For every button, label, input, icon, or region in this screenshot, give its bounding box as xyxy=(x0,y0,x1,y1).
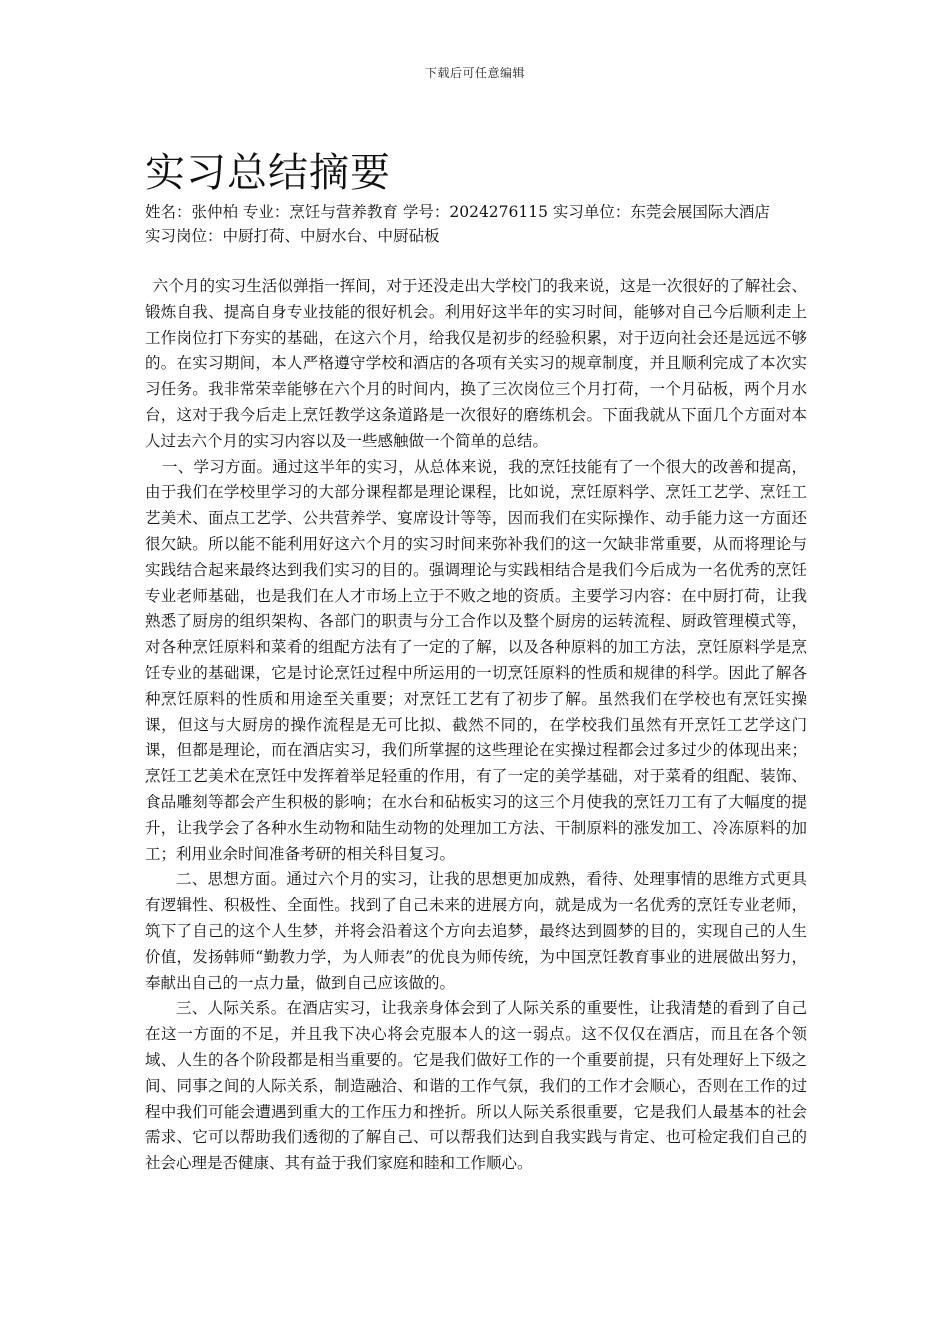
paragraph-thought: 二、思想方面。通过六个月的实习，让我的思想更加成熟，看待、处理事情的思维方式更具有逻辑性、积极性、全面性。找到了自己未来的进展方向，就是成为一名优秀的烹饪专业老师，筑下了自己的这个人生梦，并将会沿着这个方向去追梦，最终达到圆梦的目的，实现自己的人生价值，发扬韩师“勤教力学，为人师表”的优良为师传统，为中国烹饪教育事业的进展做出努力，奉献出自己的一点力量，做到自己应该做的。 xyxy=(145,870,807,992)
meta-line-positions: 实习岗位：中厨打荷、中厨水台、中厨砧板 xyxy=(145,227,440,245)
paragraph-study: 一、学习方面。通过这半年的实习，从总体来说，我的烹饪技能有了一个很大的改善和提高，由于我们在学校里学习的大部分课程都是理论课程，比如说，烹饪原料学、烹饪工艺学、烹饪工艺美术、面点工艺学、公共营养学、宴席设计等等，因而我们在实际操作、动手能力这一方面还很欠缺。所以能不能利用好这六个月的实习时间来弥补我们的这一欠缺非常重要，从而将理论与实践结合起来最终达到我们实习的目的。强调理论与实践相结合是我们今后成为一名优秀的烹饪专业老师基础，也是我们在人才市场上立于不败之地的资质。主要学习内容：在中厨打荷，让我熟悉了厨房的组织架构、各部门的职责与分工合作以及整个厨房的运转流程、厨政管理模式等，对各种烹饪原料和菜肴的组配方法有了一定的了解，以及各种原料的加工方法，烹饪原料学是烹饪专业的基础课，它是讨论烹饪过程中所运用的一切烹饪原料的性质和规律的科学。因此了解各种烹饪原料的性质和用途至关重要；对烹饪工艺有了初步了解。虽然我们在学校也有烹饪实操课，但这与大厨房的操作流程是无可比拟、截然不同的，在学校我们虽然有开烹饪工艺学这门课，但都是理论，而在酒店实习，我们所掌握的这些理论在实操过程都会过多过少的体现出来；烹饪工艺美术在烹饪中发挥着举足轻重的作用，有了一定的美学基础，对于菜肴的组配、装饰、食品雕刻等都会产生积极的影响；在水台和砧板实习的这三个月使我的烹饪刀工有了大幅度的提升，让我学会了各种水生动物和陆生动物的处理加工方法、干制原料的涨发加工、冷冻原料的加工；利用业余时间准备考研的相关科目复习。 xyxy=(145,457,807,863)
document-body xyxy=(145,146,807,1177)
spacer xyxy=(145,248,807,274)
header-note: 下载后可任意编辑 xyxy=(424,66,525,80)
meta-line-student-info: 姓名：张仲柏 专业：烹饪与营养教育 学号：2024276115 实习单位：东莞会展国际大酒店 xyxy=(145,203,770,221)
paragraph-relationships: 三、人际关系。在酒店实习，让我亲身体会到了人际关系的重要性，让我清楚的看到了自己在这一方面的不足，并且我下决心将会克服本人的这一弱点。这不仅仅在酒店，而且在各个领域、人生的各个阶段都是相当重要的。它是我们做好工作的一个重要前提，只有处理好上下级之间、同事之间的人际关系，制造融洽、和谐的工作气氛，我们的工作才会顺心，否则在工作的过程中我们可能会遭遇到重大的工作压力和挫折。所以人际关系很重要，它是我们人最基本的社会需求、它可以帮助我们透彻的了解自己、可以帮我们达到自我实践与肯定、也可检定我们自己的社会心理是否健康、其有益于我们家庭和睦和工作顺心。 xyxy=(145,999,807,1173)
paragraph-intro: 六个月的实习生活似弹指一挥间，对于还没走出大学校门的我来说，这是一次很好的了解社会、锻炼自我、提高自身专业技能的很好机会。利用好这半年的实习时间，能够对自己今后顺利走上工作岗位打下夯实的基础，在这六个月，给我仅是初步的经验积累，对于迈向社会还是远远不够的。在实习期间，本人严格遵守学校和酒店的各项有关实习的规章制度，并且顺利完成了本次实习任务。我非常荣幸能够在六个月的时间内，换了三次岗位三个月打荷，一个月砧板，两个月水台，这对于我今后走上烹饪教学这条道路是一次很好的磨练机会。下面我就从下面几个方面对本人过去六个月的实习内容以及一些感触做一个简单的总结。 xyxy=(145,277,807,450)
document-title: 实习总结摘要 xyxy=(145,150,391,196)
